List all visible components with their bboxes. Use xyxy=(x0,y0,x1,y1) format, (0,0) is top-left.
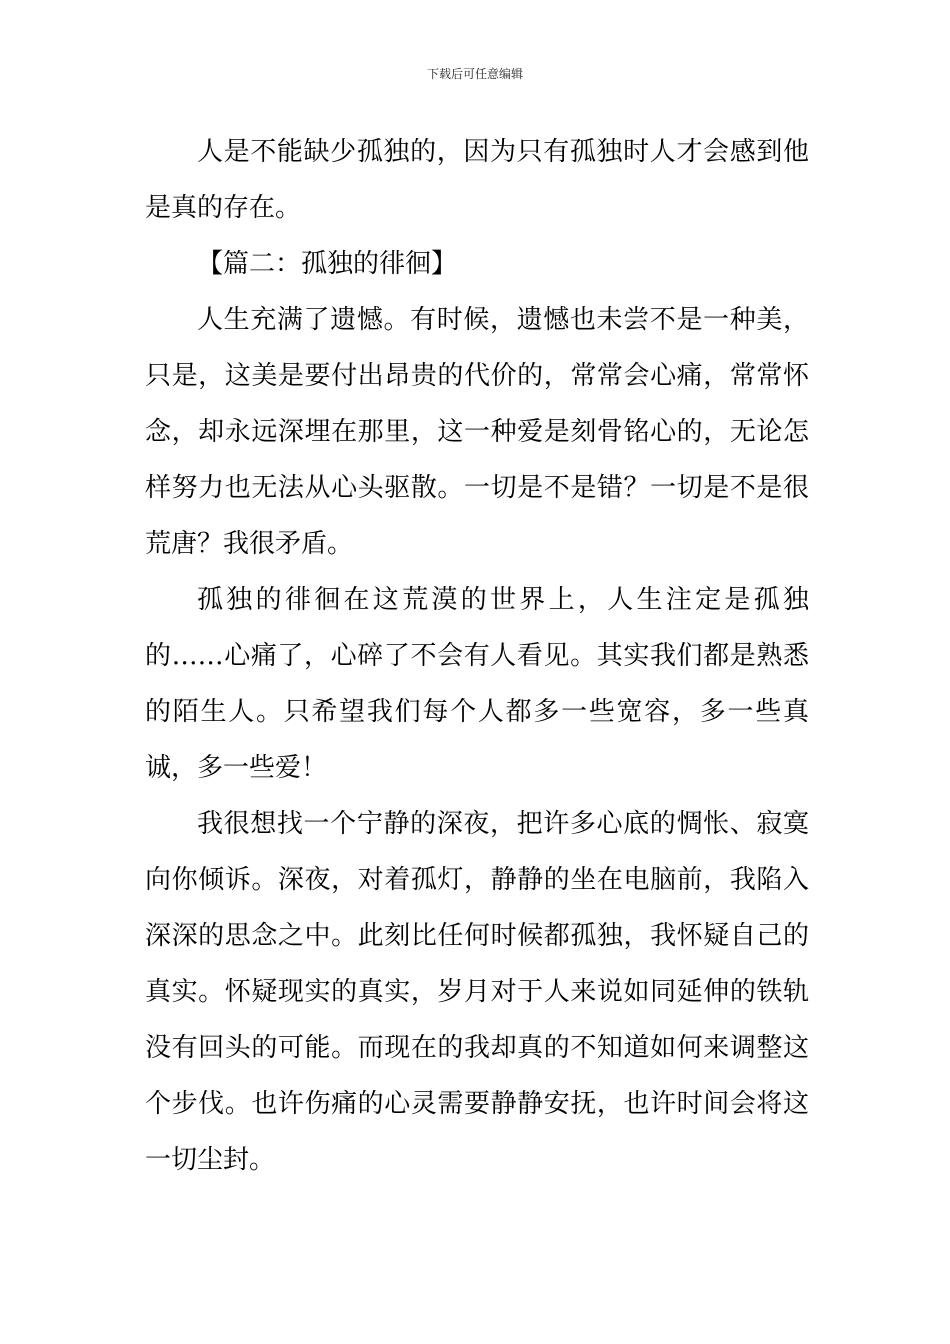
paragraph-regret: 人生充满了遗憾。有时候，遗憾也未尝不是一种美，只是，这美是要付出昂贵的代价的，常常会心痛，常常怀念，却永远深埋在那里，这一种爱是刻骨铭心的，无论怎样努力也无法从心头驱散。一切是不是错？一切是不是很荒唐？我很矛盾。 xyxy=(145,305,809,559)
paragraph-wandering: 孤独的徘徊在这荒漠的世界上，人生注定是孤独的……心痛了，心碎了不会有人看见。其实我们都是熟悉的陌生人。只希望我们每个人都多一些宽容，多一些真诚，多一些爱！ xyxy=(145,585,809,783)
section-heading: 【篇二：孤独的徘徊】 xyxy=(197,249,458,279)
paragraph-night: 我很想找一个宁静的深夜，把许多心底的惆怅、寂寞向你倾诉。深夜，对着孤灯，静静的坐在电脑前，我陷入深深的思念之中。此刻比任何时候都孤独，我怀疑自己的真实。怀疑现实的真实，岁月对于人来说如同延伸的铁轨没有回头的可能。而现在的我却真的不知道如何来调整这个步伐。也许伤痛的心灵需要静静安抚，也许时间会将这一切尘封。 xyxy=(145,809,809,1175)
page-header: 下载后可任意编辑 xyxy=(426,67,523,81)
paragraph-intro: 人是不能缺少孤独的，因为只有孤独时人才会感到他是真的存在。 xyxy=(145,137,809,223)
document-body xyxy=(145,124,809,1188)
